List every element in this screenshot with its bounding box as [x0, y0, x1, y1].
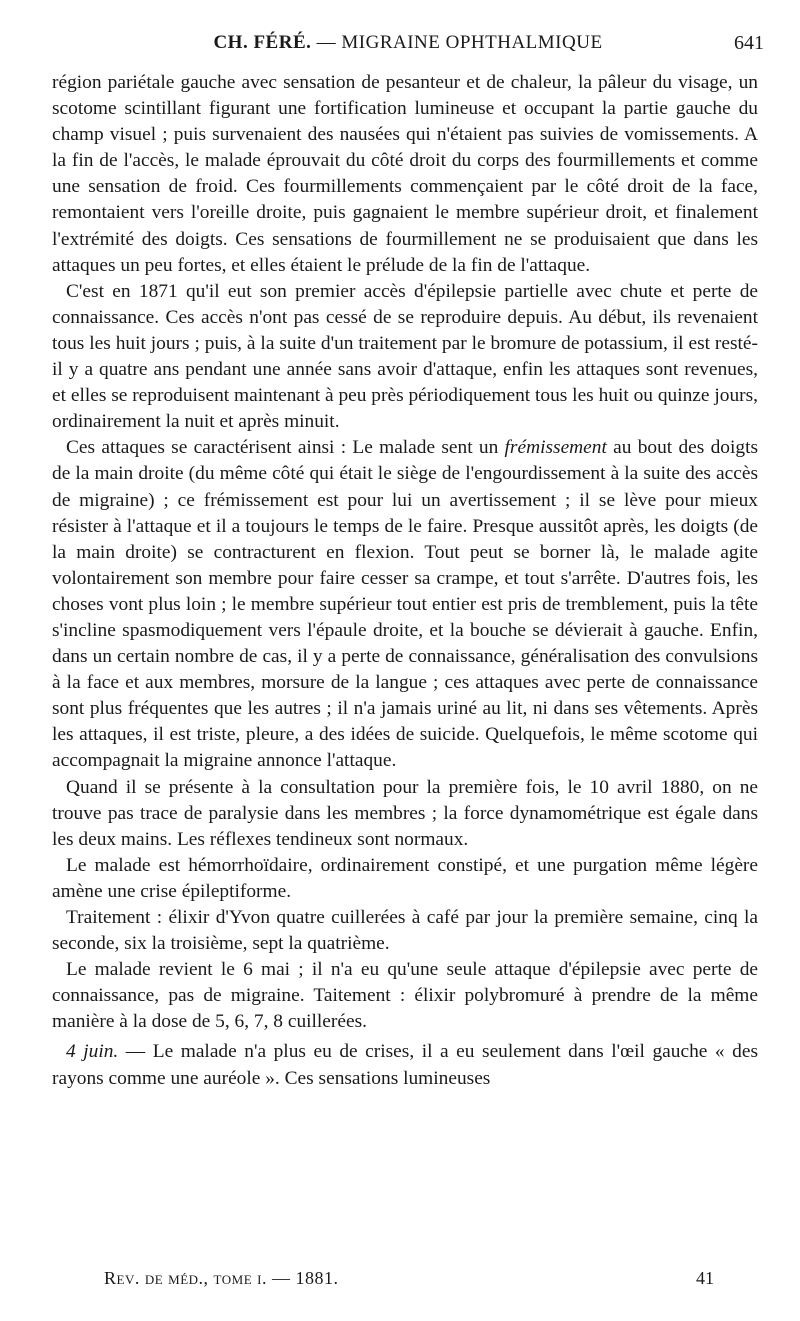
paragraph-3-start: Ces attaques se caractérisent ainsi : Le malade sent un [66, 437, 505, 459]
footer-signature: 41 [696, 1268, 714, 1288]
footer-journal-rest: ev. de méd., tome i. [116, 1268, 267, 1288]
paragraph-8-date: 4 juin. [66, 1041, 119, 1063]
footer-journal [104, 1268, 339, 1289]
paragraph-4: Quand il se présente à la consultation pour la première fois, le 10 avril 1880, on ne trouve pas trace de paralysie dans les membres ; la force dynamométrique est égale dans les deux mains. Les réflexes tendineux sont normaux. [52, 776, 758, 850]
paragraph-5: Le malade est hémorrhoïdaire, ordinairement constipé, et une purgation même légère amène une crise épileptiforme. [52, 854, 758, 902]
footer-year: — 1881. [267, 1268, 339, 1288]
paragraph-3-rest: au bout des doigts de la main droite (du même côté qui était le siège de l'engourdissement à la suite des accès de migraine) ; ce frémissement est pour lui un avertissement ; il se lève pour mieux résister à l'attaque et il a toujours le temps de le faire. Presque aussitôt après, les doigts (de la main droite) se contracturent en flexion. Tout peut se borner là, le malade agite volontairement son membre pour faire cesser sa crampe, et tout s'arrête. D'autres fois, les choses vont plus loin ; le membre supérieur tout entier est pris de tremblement, puis la tête s'incline spasmodiquement vers l'épaule droite, et la bouche se dévierait à gauche. Enfin, dans un certain nombre de cas, il y a perte de connaissance, généralisation des convulsions à la face et aux membres, morsure de la langue ; ces attaques avec perte de connaissance sont plus fréquentes que les autres ; il n'a jamais uriné au lit, ni dans ses vêtements. Après les attaques, il est triste, pleure, a des idées de suicide. Quelquefois, le même scotome qui accompagnait la migraine annonce l'attaque. [52, 437, 759, 772]
paragraph-3 [52, 435, 758, 774]
header-title: MIGRAINE OPHTHALMIQUE [341, 32, 603, 53]
paragraph-6: Traitement : élixir d'Yvon quatre cuillerées à café par jour la première semaine, cinq la seconde, six la troisième, sept la quatrième. [52, 907, 758, 955]
paragraph-7: Le malade revient le 6 mai ; il n'a eu qu'une seule attaque d'épilepsie avec perte de connaissance, pas de migraine. Taitement : élixir polybromuré à prendre de la même manière à la dose de 5, 6, 7, 8 cuillerées. [52, 959, 758, 1033]
body-text [52, 70, 758, 1092]
running-head [52, 32, 764, 60]
footer-journal-initial: R [104, 1268, 117, 1288]
paragraph-8-rest: — Le malade n'a plus eu de crises, il a eu seulement dans l'œil gauche « des rayons comme une auréole ». Ces sensations lumineuses [52, 1041, 759, 1089]
page-number: 641 [734, 32, 764, 54]
paragraph-8 [52, 1039, 758, 1091]
header-author: CH. FÉRÉ. [213, 32, 312, 53]
header-dash: — [311, 32, 342, 53]
paragraph-1: région pariétale gauche avec sensation de pesanteur et de chaleur, la pâleur du visage, un scotome scintillant figurant une fortification lumineuse et occupant la partie gauche du champ visuel ; puis survenaient des nausées qui n'étaient pas suivies de vomissements. A la fin de l'accès, le malade éprouvait du côté droit du corps des fourmillements et comme une sensation de froid. Ces fourmillements commençaient par le côté droit de la face, remontaient vers l'oreille droite, puis gagnaient le membre supérieur droit, et finalement l'extrémité des doigts. Ces sensations de fourmillement ne se produisaient que dans les attaques un peu fortes, et elles étaient le prélude de la fin de l'attaque. [52, 72, 758, 276]
paragraph-3-emphasis: frémissement [504, 437, 607, 459]
paragraph-2: C'est en 1871 qu'il eut son premier accès d'épilepsie partielle avec chute et perte de connaissance. Ces accès n'ont pas cessé de se reproduire depuis. Au début, ils revenaient tous les huit jours ; puis, à la suite d'un traitement par le bromure de potassium, il est resté-il y a quatre ans pendant une année sans avoir d'attaque, enfin les attaques sont revenues, et elles se reproduisent maintenant à peu près périodiquement tous les huit ou quinze jours, ordinairement la nuit et après minuit. [52, 280, 758, 433]
page-footer [104, 1268, 714, 1294]
header-title-line [52, 32, 764, 54]
